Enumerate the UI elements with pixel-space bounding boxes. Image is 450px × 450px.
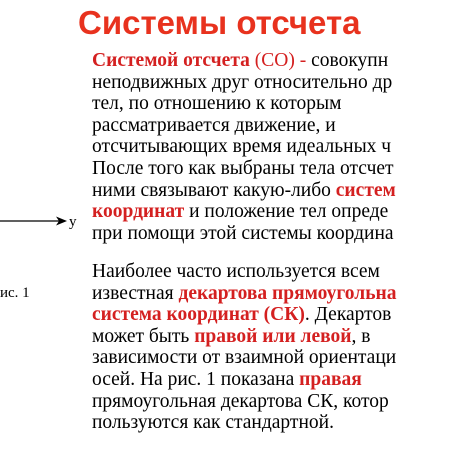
- text-line: [92, 326, 450, 348]
- text-fragment: осей. На рис. 1 показана: [92, 368, 300, 390]
- text-line: [92, 50, 450, 72]
- text-line: После того как выбраны тела отсчет: [92, 157, 394, 179]
- y-axis-arrow: [0, 214, 68, 228]
- text-fragment: . Декартов: [304, 304, 392, 326]
- paragraph-cartesian: [92, 261, 450, 434]
- term-reference-system: Системой отсчета: [92, 50, 250, 71]
- term-cartesian: декартова прямоугольна: [178, 282, 397, 304]
- text-fragment: может быть: [92, 325, 195, 347]
- text-line: [92, 283, 450, 305]
- paragraph-reference-systems: [92, 50, 450, 244]
- text-line: [92, 201, 450, 223]
- text-line: рассматривается движение, и: [92, 114, 336, 136]
- text-fragment: , в: [351, 325, 371, 347]
- figure-caption: ис. 1: [0, 285, 30, 301]
- text-fragment: совокупн: [311, 50, 389, 71]
- text-fragment: и положение тел опреде: [184, 201, 389, 223]
- text-fragment: ними связывают какую-либо: [92, 179, 336, 201]
- term-coordinate-system-ck: система координат (СК): [92, 304, 305, 326]
- term-right: правая: [299, 368, 362, 390]
- term-right-or-left: правой или левой: [194, 325, 352, 347]
- term-coordinate-system: систем: [335, 179, 396, 201]
- text-fragment: известная: [92, 282, 179, 304]
- term-abbr: (СО) -: [249, 50, 312, 71]
- text-line: прямоугольная декартова СК, котор: [92, 390, 389, 412]
- text-line: [92, 180, 450, 202]
- text-line: [92, 369, 450, 391]
- text-line: при помощи этой системы координа: [92, 222, 394, 244]
- text-line: тел, по отношению к которым: [92, 93, 342, 115]
- text-line: отсчитывающих время идеальных ч: [92, 136, 392, 158]
- y-axis-label: y: [69, 214, 77, 230]
- text-line: пользуются как стандартной.: [92, 412, 334, 434]
- text-line: неподвижных друг относительно др: [92, 71, 393, 93]
- text-line: [92, 304, 450, 326]
- term-coordinates: координат: [92, 201, 185, 223]
- page-title: Системы отсчета: [78, 4, 361, 41]
- text-line: зависимости от взаимной ориентаци: [92, 347, 397, 369]
- text-line: Наиболее часто используется всем: [92, 261, 380, 282]
